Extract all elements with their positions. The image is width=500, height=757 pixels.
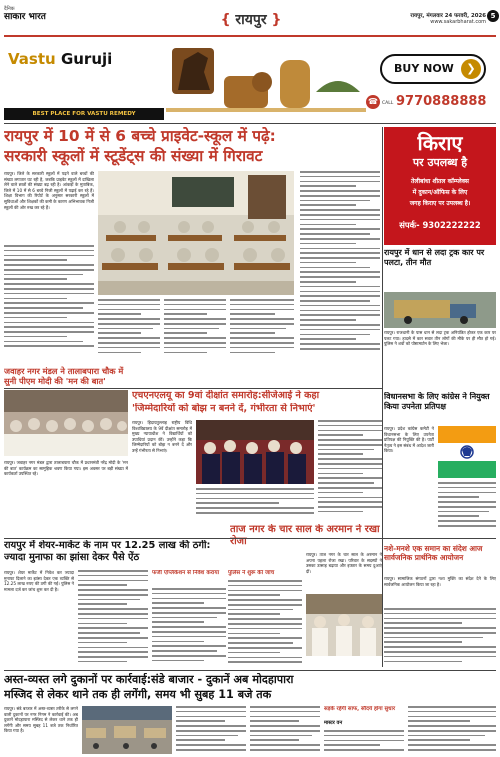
turtle-statue bbox=[280, 60, 310, 108]
congress-flag-logo bbox=[438, 426, 496, 478]
lead-body-col2 bbox=[98, 299, 160, 355]
share-subhead-left: फर्जी एप्लिकेशन से निवेश कराया bbox=[152, 570, 220, 576]
story-share-fraud bbox=[4, 540, 226, 668]
nashe-body: रायपुर। सामाजिक संगठनों द्वारा नशा मुक्ति का संदेश देने के लिए सार्वजनिक आयोजन किया जा रहा है। bbox=[384, 576, 496, 587]
tortoise-figure bbox=[316, 81, 360, 92]
edition-name: रायपुर bbox=[235, 12, 267, 28]
mann-headline: जवाहर नगर मंडल ने तालाबपारा चौक में सुनी पीएम मोदी की 'मन की बात' bbox=[4, 366, 124, 386]
hnlu-headline-2: 'जिम्मेदारियों को बोझ न बनने दें, गंभीरता से निभाएं' bbox=[132, 403, 316, 414]
ad-vastu-guruji[interactable] bbox=[4, 40, 496, 122]
bazaar-body-col5 bbox=[408, 706, 496, 754]
story-mann-ki-baat bbox=[4, 366, 128, 538]
brace-right: } bbox=[271, 12, 282, 28]
story-nashe bbox=[384, 544, 496, 668]
vastu-title-a: Vastu bbox=[8, 50, 56, 68]
story-dhan-truck bbox=[384, 248, 496, 388]
lead-story bbox=[4, 127, 380, 387]
cong-headline: विधानसभा के लिए कांग्रेस ने नियुक्त किया उपनेता प्रतिपक्ष bbox=[384, 392, 490, 411]
kiraya-subtitle: पर उपलब्ध है bbox=[412, 156, 468, 169]
website[interactable]: www.sakarbharat.com bbox=[430, 19, 486, 25]
masthead-rule bbox=[4, 35, 496, 37]
share-body-col3 bbox=[152, 588, 226, 666]
mann-photo-gathering bbox=[4, 390, 128, 456]
taj-body: रायपुर। ताज नगर के चार साल के अरमान ने अपना पहला रोजा रखा। परिवार के सदस्यों ने उसका उत्साह बढ़ाया और इफ्तार के समय दुआएं दीं। bbox=[306, 552, 382, 574]
brand-logo bbox=[4, 6, 94, 34]
bazaar-headline-2: मस्जिद से लेकर थाने तक ही लगेंगी, समय भी सुबह 11 बजे तक bbox=[4, 688, 272, 701]
lead-body: रायपुर। जिले के सरकारी स्कूलों में पढ़ने वाले बच्चों की संख्या लगातार घट रही है, जबकि प्राइवेट स्कूलों में दाखिला लेने वाले छात्रों की संख्या बढ़ रही है। आंकड़ों के मुताबिक, जिले में 10 में से 6 बच्चे निजी स्कूलों में पढ़ाई कर रहे हैं। शिक्षा विभाग की रिपोर्ट के अनुसार सरकारी स्कूलों में सुविधाओं और शिक्षकों की कमी के कारण अभिभावक निजी स्कूलों की ओर रुख कर रहे हैं। bbox=[4, 171, 94, 210]
bazaar-subhead: सड़कें रहेंगी साफ, सौंदर्य होगा सुधार bbox=[324, 706, 396, 712]
vastu-title-b: Guruji bbox=[60, 50, 113, 68]
share-body: रायपुर। शेयर मार्केट में निवेश कर ज्यादा मुनाफा दिलाने का झांसा देकर एक व्यक्ति से 12.25 लाख रुपए की ठगी की गई। पुलिस ने मामला दर्ज कर जांच शुरू कर दी है। bbox=[4, 570, 74, 592]
page-number: 5 bbox=[487, 10, 499, 22]
nashe-body-col2 bbox=[384, 608, 496, 666]
hnlu-body-col2 bbox=[196, 488, 314, 516]
bazaar-top-rule bbox=[4, 670, 496, 671]
date-line: रायपुर, मंगलवार 24 फरवरी, 2026 bbox=[410, 13, 486, 19]
buy-now-label: BUY NOW bbox=[394, 62, 454, 75]
dhan-photo-truck bbox=[384, 292, 496, 328]
ad-kiraya[interactable] bbox=[384, 127, 496, 245]
phone-icon: ☎ bbox=[366, 95, 380, 109]
edition-label bbox=[196, 8, 306, 32]
lead-headline-2: सरकारी स्कूलों में स्टूडेंट्स की संख्या में गिरावट bbox=[4, 147, 263, 165]
buy-now-button[interactable] bbox=[380, 54, 486, 84]
share-subhead-right: पुलिस ने शुरू की जांच bbox=[228, 570, 275, 576]
vastu-title bbox=[8, 50, 118, 68]
lead-body-col3 bbox=[164, 299, 226, 355]
lead-body-col5 bbox=[300, 171, 380, 355]
brace-left: { bbox=[220, 12, 231, 28]
lead-headline-1: रायपुर में 10 में से 6 बच्चे प्राइवेट-स्कूल में पढ़े: bbox=[4, 127, 276, 145]
kiraya-title: किराए bbox=[417, 131, 463, 155]
phone-number: 9770888888 bbox=[396, 94, 487, 109]
brand-name: साकार भारत bbox=[4, 12, 46, 22]
nashe-headline: नशे-मनशे एक समान का संदेश आज सार्वजनिक प्रार्थनिक आयोजन bbox=[384, 544, 483, 562]
statue-base bbox=[166, 108, 366, 112]
ad-divider bbox=[4, 123, 496, 124]
masthead bbox=[0, 0, 500, 40]
share-body-col2 bbox=[78, 570, 148, 666]
hnlu-body: रायपुर। हिदायतुल्लाह राष्ट्रीय विधि विश्वविद्यालय के 9वें दीक्षांत समारोह में मुख्य न्यायाधीश ने विद्यार्थियों को उपाधियां प्रदान कीं। उन्होंने कहा कि जिम्मेदारियों को बोझ न बनने दें और उन्हें गंभीरता से निभाएं। bbox=[132, 420, 192, 453]
hnlu-body-col3 bbox=[318, 420, 382, 516]
lead-body-continued bbox=[4, 245, 94, 353]
bazaar-body: रायपुर। संडे बाजार में अस्त-व्यस्त तरीके से लगने वाली दुकानों पर नगर निगम ने कार्रवाई की। अब दुकानें मोदहापारा मस्जिद से लेकर थाने तक ही लगेंगी और समय सुबह 11 बजे तक निर्धारित किया गया है। bbox=[4, 706, 78, 734]
story-hnlu bbox=[132, 390, 382, 520]
phone-block[interactable] bbox=[366, 92, 494, 114]
taj-photo-family bbox=[306, 594, 382, 656]
dhan-body: रायपुर। राजधानी के पास धान से लदा ट्रक अनियंत्रित होकर एक कार पर पलट गया। हादसे में कार सवार तीन लोगों की मौके पर ही मौत हो गई। पुलिस ने शवों को पोस्टमार्टम के लिए भेजा। bbox=[384, 330, 496, 347]
lead-photo-classroom bbox=[98, 171, 294, 295]
call-label: CALL bbox=[382, 101, 394, 106]
kiraya-line-2: में दुकान/ऑफिस के लिए bbox=[412, 189, 468, 196]
kiraya-line-1: तेलीबांधा शीतल कॉम्प्लेक्स bbox=[411, 178, 469, 185]
story-congress bbox=[384, 392, 496, 540]
arrow-right-icon: ❯ bbox=[461, 59, 481, 79]
vastu-tagline: BEST PLACE FOR VASTU REMEDY bbox=[4, 108, 164, 120]
bazaar-body-col2 bbox=[176, 706, 246, 754]
share-headline: रायपुर में शेयर-मार्केट के नाम पर 12.25 लाख की ठगी: ज्यादा मुनाफा का झांसा देकर पैसे ऐंठ bbox=[4, 540, 211, 563]
story-sunday-bazaar bbox=[4, 670, 496, 755]
bazaar-byline: मास्टर वन bbox=[324, 720, 343, 726]
dhan-headline: रायपुर में धान से लदा ट्रक कार पर पलटा, तीन मौत bbox=[384, 248, 485, 267]
hnlu-photo-convocation bbox=[196, 420, 314, 484]
column-rule-right bbox=[382, 127, 383, 667]
mann-body: रायपुर। जवाहर नगर मंडल द्वारा तालाबपारा चौक में प्रधानमंत्री नरेंद्र मोदी के 'मन की बात' कार्यक्रम का सामूहिक श्रवण किया गया। इस अवसर पर बड़ी संख्या में कार्यकर्ता उपस्थित रहे। bbox=[4, 460, 128, 477]
kiraya-contact[interactable]: संपर्क- 9302222222 bbox=[399, 220, 481, 230]
elephant-head bbox=[252, 72, 272, 92]
story-taj-nagar bbox=[230, 524, 382, 668]
section-rule-1 bbox=[4, 388, 382, 389]
lead-body-col4 bbox=[230, 299, 294, 355]
cong-body: रायपुर। प्रदेश कांग्रेस कमेटी ने विधानसभा के लिए उपनेता प्रतिपक्ष की नियुक्ति की है। पार्टी नेतृत्व ने इस संबंध में आदेश जारी किया। bbox=[384, 426, 434, 454]
vastu-products-image bbox=[166, 42, 366, 120]
kiraya-line-3: जगह किराए पर उपलब्ध है। bbox=[409, 200, 471, 207]
bazaar-photo-market bbox=[82, 706, 172, 754]
cong-body-col2 bbox=[438, 482, 496, 532]
bazaar-headline-1: अस्त-व्यस्त लगे दुकानों पर कार्रवाई:संडे बाजार - दुकानें अब मोदहापारा bbox=[4, 673, 294, 686]
taj-headline: ताज नगर के चार साल के अरमान ने रखा रोजा bbox=[230, 524, 380, 547]
bazaar-body-col3 bbox=[250, 706, 320, 754]
hnlu-headline-1: एचएनएलयू का 9वां दीक्षांत समारोह:सीजेआई ने कहा bbox=[132, 390, 320, 401]
section-rule-2 bbox=[4, 538, 496, 539]
bazaar-body-col4 bbox=[324, 730, 404, 754]
brand-small: दैनिक bbox=[4, 6, 15, 12]
